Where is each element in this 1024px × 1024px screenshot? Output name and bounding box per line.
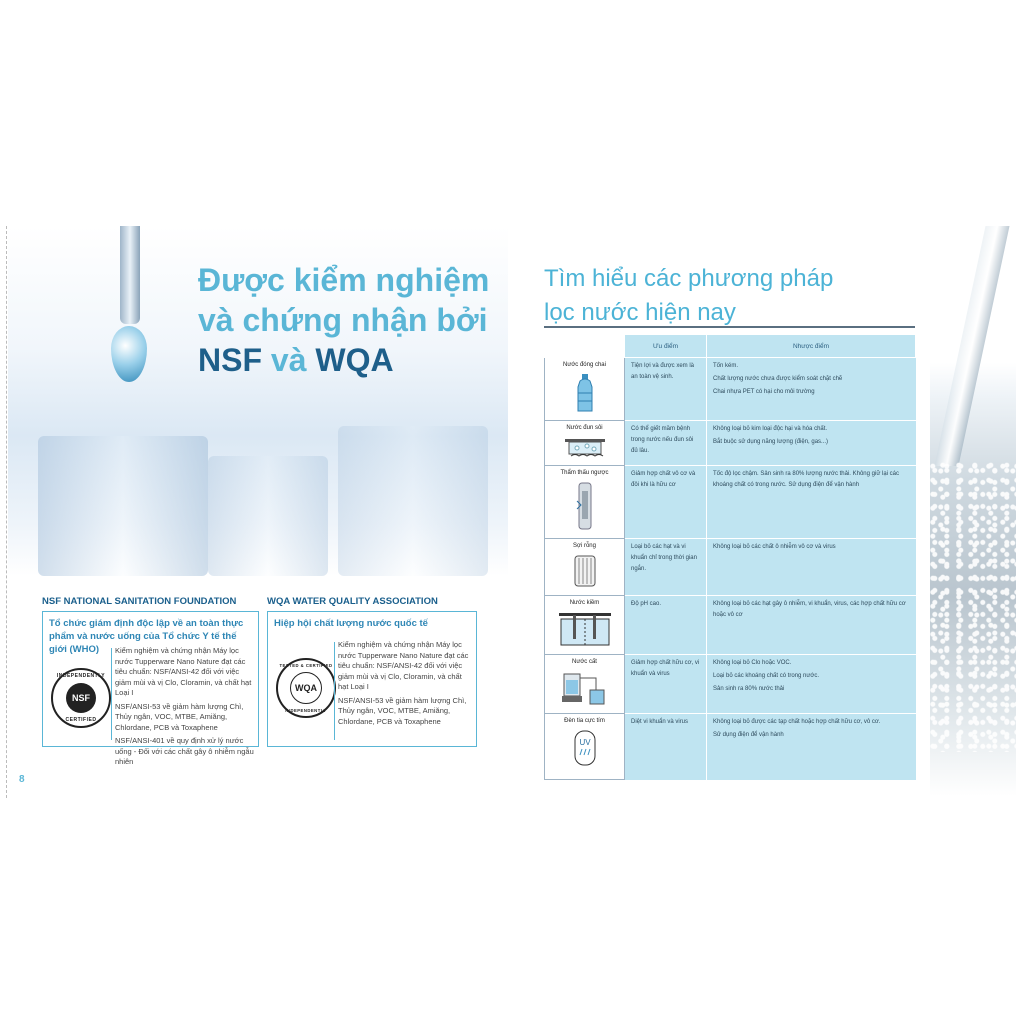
wqa-heading: WQA WATER QUALITY ASSOCIATION: [267, 596, 438, 607]
wqa-seal-ring-top: TESTED & CERTIFIED: [279, 663, 333, 668]
method-label: Nước đóng chai: [563, 362, 606, 368]
table-row: [545, 421, 916, 466]
pouring-stream-image: [934, 226, 1009, 466]
disadvantage-item: Không loại bỏ được các tạp chất hoặc hợp chất hữu cơ, vô cơ.: [713, 719, 881, 725]
pot-icon: [563, 436, 607, 463]
method-label: Nước đun sôi: [566, 425, 603, 431]
method-label: Nước cất: [572, 659, 597, 665]
disadvantage-item: Không loại bỏ các hạt gây ô nhiễm, vi khuẩn, virus, các hợp chất hữu cơ hoặc vô cơ: [713, 601, 906, 618]
methods-title: [544, 262, 833, 330]
header-advantages: Ưu điểm: [625, 335, 707, 358]
nsf-paragraph-1: Kiểm nghiệm và chứng nhận Máy lọc nước Tupperware Nano Nature đạt các tiêu chuẩn: NSF/ANSI-42 đối với việc giảm mùi và vị Clo, Cloramin, và chất hạt Loại I: [115, 646, 252, 697]
disadvantage-item: Sản sinh ra 80% nước thải: [713, 686, 785, 692]
disadvantage-cell: [707, 539, 916, 596]
methods-title-line-2: lọc nước hiện nay: [544, 299, 736, 326]
wqa-paragraph-1: Kiểm nghiệm và chứng nhận Máy lọc nước Tupperware Nano Nature đạt các tiêu chuẩn: NSF/ANSI-42 đối với việc giảm mùi và vị Clo, Cloramin, và chất hạt Loại I: [338, 640, 469, 691]
header-disadvantages: Nhược điểm: [707, 335, 916, 358]
method-cell: [545, 539, 625, 596]
method-cell: [545, 358, 625, 421]
disadvantage-cell: [707, 596, 916, 655]
wqa-divider: [334, 642, 335, 740]
glass-image: [338, 426, 488, 576]
wqa-section: [267, 596, 477, 747]
advantage-cell: Loại bỏ các hạt và vi khuẩn chỉ trong thời gian ngắn.: [625, 539, 707, 596]
water-glass-photo: [930, 226, 1016, 796]
glass-image: [38, 436, 208, 576]
left-page: [8, 226, 508, 798]
headline-wqa: WQA: [315, 342, 394, 378]
wqa-seal-icon: [276, 658, 336, 718]
nsf-seal-icon: [51, 668, 111, 728]
disadvantage-cell: [707, 655, 916, 714]
headline-nsf: NSF: [198, 342, 262, 378]
electrolysis-icon: [555, 611, 615, 652]
wqa-subtitle: Hiệp hội chất lượng nước quốc tế: [274, 618, 428, 629]
table-row: [545, 655, 916, 714]
disadvantage-cell: [707, 466, 916, 539]
bubbles-image: [930, 462, 1016, 752]
methods-table: [544, 334, 916, 780]
headline: [198, 260, 489, 380]
page-edge-guide: [6, 226, 7, 798]
nsf-paragraph-3: NSF/ANSI-401 về quy định xử lý nước uống - Đối với các chất gây ô nhiễm ngẫu nhiên: [115, 736, 254, 766]
table-row: [545, 539, 916, 596]
disadvantage-item: Chai nhựa PET có hại cho môi trường: [713, 389, 815, 395]
wqa-paragraph-2: NSF/ANSI-53 về giảm hàm lượng Chì, Thủy ngân, VOC, MTBE, Amiăng, Chlordane, PCB và Toxaphene: [338, 695, 467, 726]
advantage-cell: Giảm hợp chất vô cơ và đôi khi là hữu cơ: [625, 466, 707, 539]
disadvantage-item: Sử dụng điện để vận hành: [713, 732, 784, 738]
method-cell: [545, 596, 625, 655]
hollow-fiber-icon: [572, 554, 598, 593]
disadvantage-item: Tốn kém.: [713, 363, 739, 369]
nsf-paragraph-2: NSF/ANSI-53 về giảm hàm lượng Chì, Thủy ngân, VOC, MTBE, Amiăng, Chlordane, PCB và Toxaphene: [115, 701, 244, 732]
uv-label: UV: [578, 738, 591, 747]
advantage-cell: Tiện lợi và được xem là an toàn vệ sinh.: [625, 358, 707, 421]
distiller-icon: [560, 670, 610, 711]
water-drop-image: [111, 326, 147, 382]
table-header-row: [545, 335, 916, 358]
disadvantage-item: Không loại bỏ kim loại độc hại và hóa chất.: [713, 426, 828, 432]
nsf-seal-ring-top: INDEPENDENTLY: [56, 673, 106, 679]
disadvantage-item: Chất lượng nước chưa được kiểm soát chặt chẽ: [713, 376, 843, 382]
nsf-description: [115, 646, 255, 771]
wqa-seal-ring-bottom: INDEPENDENTLY: [285, 708, 327, 713]
table-row: [545, 358, 916, 421]
table-row: [545, 466, 916, 539]
wqa-description: [338, 640, 472, 730]
advantage-cell: Độ pH cao.: [625, 596, 707, 655]
headline-and: và: [262, 342, 316, 378]
pipette-image: [120, 226, 140, 324]
nsf-frame: [42, 611, 259, 766]
glass-image: [208, 456, 328, 576]
disadvantage-cell: [707, 421, 916, 466]
table-row: [545, 714, 916, 780]
headline-line-2: và chứng nhận bởi: [198, 302, 488, 338]
method-label: Nước kiềm: [569, 600, 600, 606]
disadvantage-item: Không loại bỏ các chất ô nhiễm vô cơ và virus: [713, 544, 836, 550]
brochure-spread: [0, 226, 1024, 798]
title-rule: [544, 326, 915, 328]
headline-line-1: Được kiểm nghiệm: [198, 262, 490, 298]
method-cell: [545, 466, 625, 539]
disadvantage-item: Bắt buộc sử dụng năng lượng (điện, gas...): [713, 439, 829, 445]
disadvantage-item: Tốc độ lọc chậm. Sản sinh ra 80% lượng nước thải. Không giữ lại các khoáng chất có trong nước. Sử dụng điện để vận hành: [713, 471, 900, 488]
nsf-seal-center: NSF: [66, 683, 96, 713]
disadvantage-item: Không loại bỏ Clo hoặc VOC.: [713, 660, 792, 666]
method-label: Thẩm thấu ngược: [560, 470, 609, 476]
bottle-icon: [572, 373, 598, 418]
hero-photo: [8, 226, 508, 576]
nsf-section: [42, 596, 259, 766]
nsf-seal-ring-bottom: CERTIFIED: [65, 717, 97, 723]
method-label: Sợi rỗng: [573, 543, 596, 549]
wqa-seal-center: WQA: [290, 672, 322, 704]
headline-line-3: [198, 340, 489, 380]
nsf-subtitle: Tổ chức giám định độc lập về an toàn thực phẩm và nước uống của Tổ chức Y tế thế giới (WHO): [49, 618, 244, 655]
method-cell: [545, 655, 625, 714]
advantage-cell: Có thể giết mầm bệnh trong nước nếu đun sôi đủ lâu.: [625, 421, 707, 466]
table-header-blank: [545, 335, 625, 358]
wqa-frame: [267, 611, 477, 747]
table-row: [545, 596, 916, 655]
method-cell: [545, 421, 625, 466]
method-label: Đèn tia cực tím: [564, 718, 605, 724]
methods-title-line-1: Tìm hiểu các phương pháp: [544, 265, 834, 292]
method-cell: [545, 714, 625, 780]
disadvantage-cell: [707, 358, 916, 421]
advantage-cell: Diệt vi khuẩn và virus: [625, 714, 707, 780]
page-number-left: 8: [19, 774, 25, 785]
nsf-divider: [111, 648, 112, 740]
methods-table-body: [545, 358, 916, 780]
uv-lamp-icon: [572, 729, 598, 772]
nsf-heading: NSF NATIONAL SANITATION FOUNDATION: [42, 596, 237, 607]
advantage-cell: Giảm hợp chất hữu cơ, vi khuẩn và virus: [625, 655, 707, 714]
disadvantage-cell: [707, 714, 916, 780]
ro-membrane-icon: [575, 481, 595, 536]
disadvantage-item: Loại bỏ các khoáng chất có trong nước.: [713, 673, 820, 679]
